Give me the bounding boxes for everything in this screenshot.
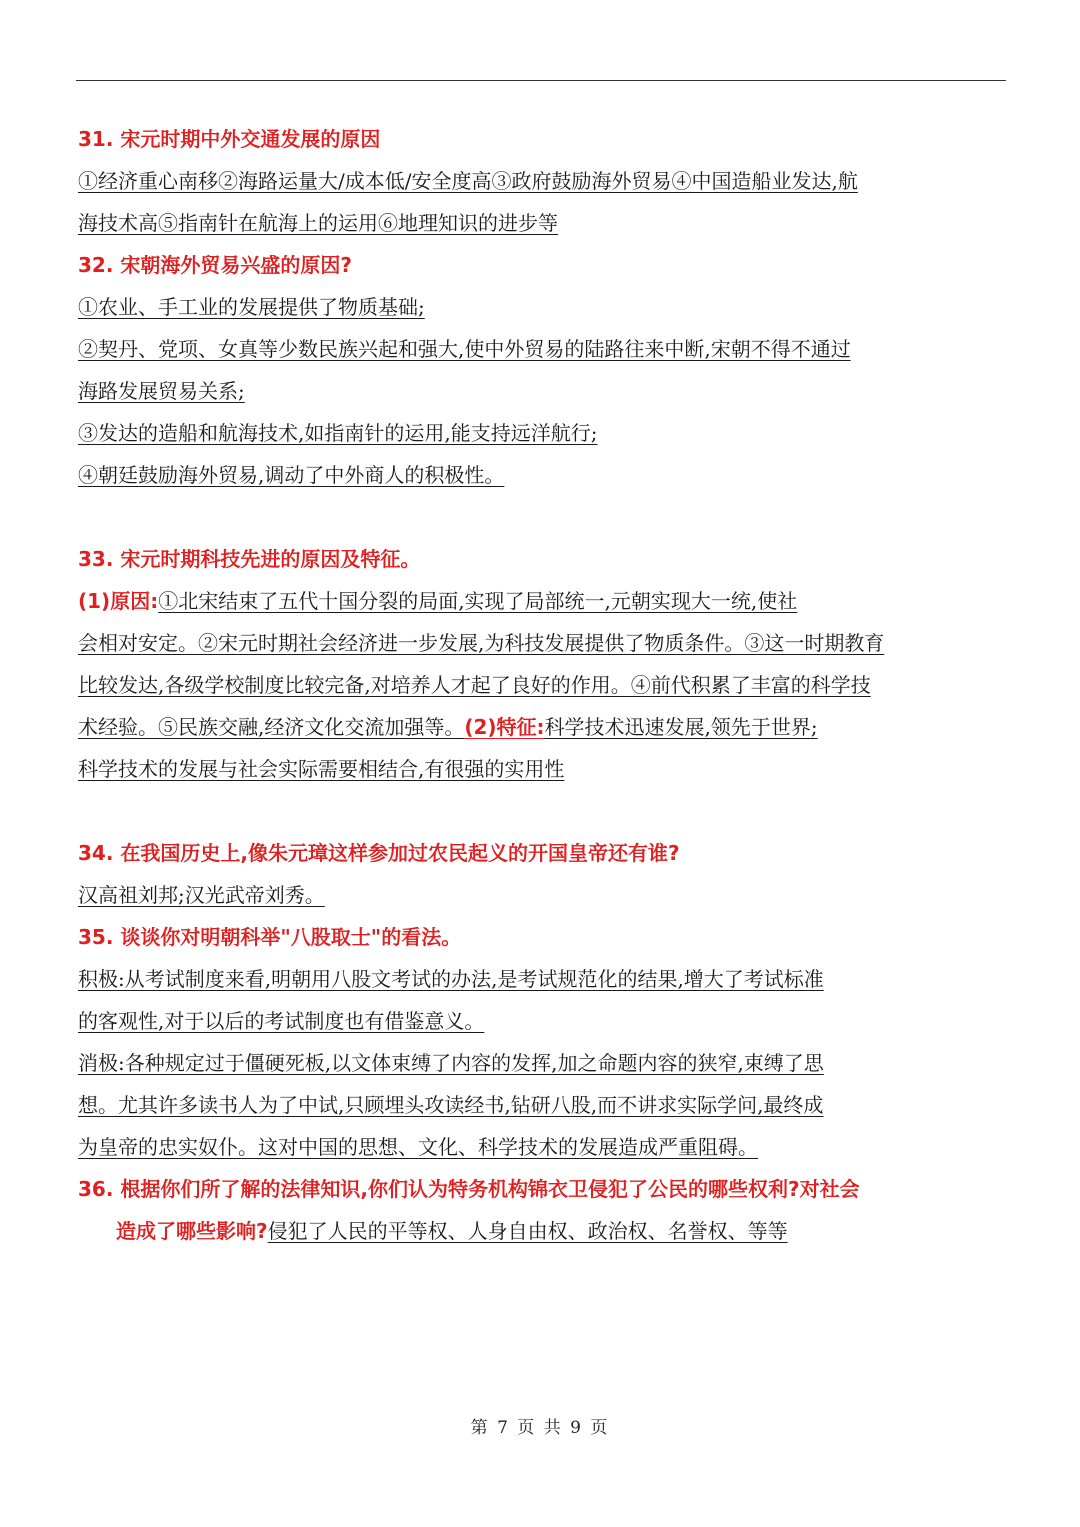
question-36-answer: 侵犯了人民的平等权、人身自由权、政治权、名誉权、等等 [267,1219,788,1243]
question-36-title-line-2: 造成了哪些影响?侵犯了人民的平等权、人身自由权、政治权、名誉权、等等 [116,1219,788,1243]
question-36-title-line-1: 36. 根据你们所了解的法律知识,你们认为特务机构锦衣卫侵犯了公民的哪些权利?对社会 [78,1177,860,1201]
question-32-answer-line-5: ④朝廷鼓励海外贸易,调动了中外商人的积极性。 [78,463,505,487]
header-rule [76,80,1006,81]
question-31-title: 31. 宋元时期中外交通发展的原因 [78,127,381,151]
question-32-title: 32. 宋朝海外贸易兴盛的原因? [78,253,352,277]
spacer [78,496,1028,538]
question-33-title: 33. 宋元时期科技先进的原因及特征。 [78,547,421,571]
page-footer: 第 7 页 共 9 页 [470,1418,610,1438]
document-body [78,118,1028,1252]
question-32-answer-line-3: 海路发展贸易关系; [78,379,245,403]
question-34-answer: 汉高祖刘邦;汉光武帝刘秀。 [78,883,325,907]
spacer [78,790,1028,832]
question-33-answer-line-3: 比较发达,各级学校制度比较完备,对培养人才起了良好的作用。④前代积累了丰富的科学技 [78,673,871,697]
question-32-answer-line-4: ③发达的造船和航海技术,如指南针的运用,能支持远洋航行; [78,421,598,445]
reason-label: (1)原因: [78,589,159,613]
question-34-title: 34. 在我国历史上,像朱元璋这样参加过农民起义的开国皇帝还有谁? [78,841,680,865]
question-32-answer-line-2: ②契丹、党项、女真等少数民族兴起和强大,使中外贸易的陆路往来中断,宋朝不得不通过 [78,337,851,361]
question-33-answer-line-1: (1)原因:①北宋结束了五代十国分裂的局面,实现了局部统一,元朝实现大一统,使社 [78,589,798,613]
question-35-answer-line-2: 的客观性,对于以后的考试制度也有借鉴意义。 [78,1009,485,1033]
question-31-answer-line-2: 海技术高⑤指南针在航海上的运用⑥地理知识的进步等 [78,211,558,235]
question-35-answer-line-3: 消极:各种规定过于僵硬死板,以文体束缚了内容的发挥,加之命题内容的狭窄,束缚了思 [78,1051,824,1075]
question-31-answer-line-1: ①经济重心南移②海路运量大/成本低/安全度高③政府鼓励海外贸易④中国造船业发达,航 [78,169,858,193]
question-35-answer-line-4: 想。尤其许多读书人为了中试,只顾埋头攻读经书,钻研八股,而不讲求实际学问,最终成 [78,1093,824,1117]
question-33-answer-line-5: 科学技术的发展与社会实际需要相结合,有很强的实用性 [78,757,565,781]
question-33-answer-line-2: 会相对安定。②宋元时期社会经济进一步发展,为科技发展提供了物质条件。③这一时期教育 [78,631,885,655]
question-35-answer-line-5: 为皇帝的忠实奴仆。这对中国的思想、文化、科学技术的发展造成严重阻碍。 [78,1135,758,1159]
question-33-answer-line-4: 术经验。⑤民族交融,经济文化交流加强等。(2)特征:科学技术迅速发展,领先于世界; [78,715,818,739]
question-35-answer-line-1: 积极:从考试制度来看,明朝用八股文考试的办法,是考试规范化的结果,增大了考试标准 [78,967,824,991]
question-32-answer-line-1: ①农业、手工业的发展提供了物质基础; [78,295,425,319]
feature-label: (2)特征: [464,715,545,739]
question-35-title: 35. 谈谈你对明朝科举"八股取士"的看法。 [78,925,462,949]
